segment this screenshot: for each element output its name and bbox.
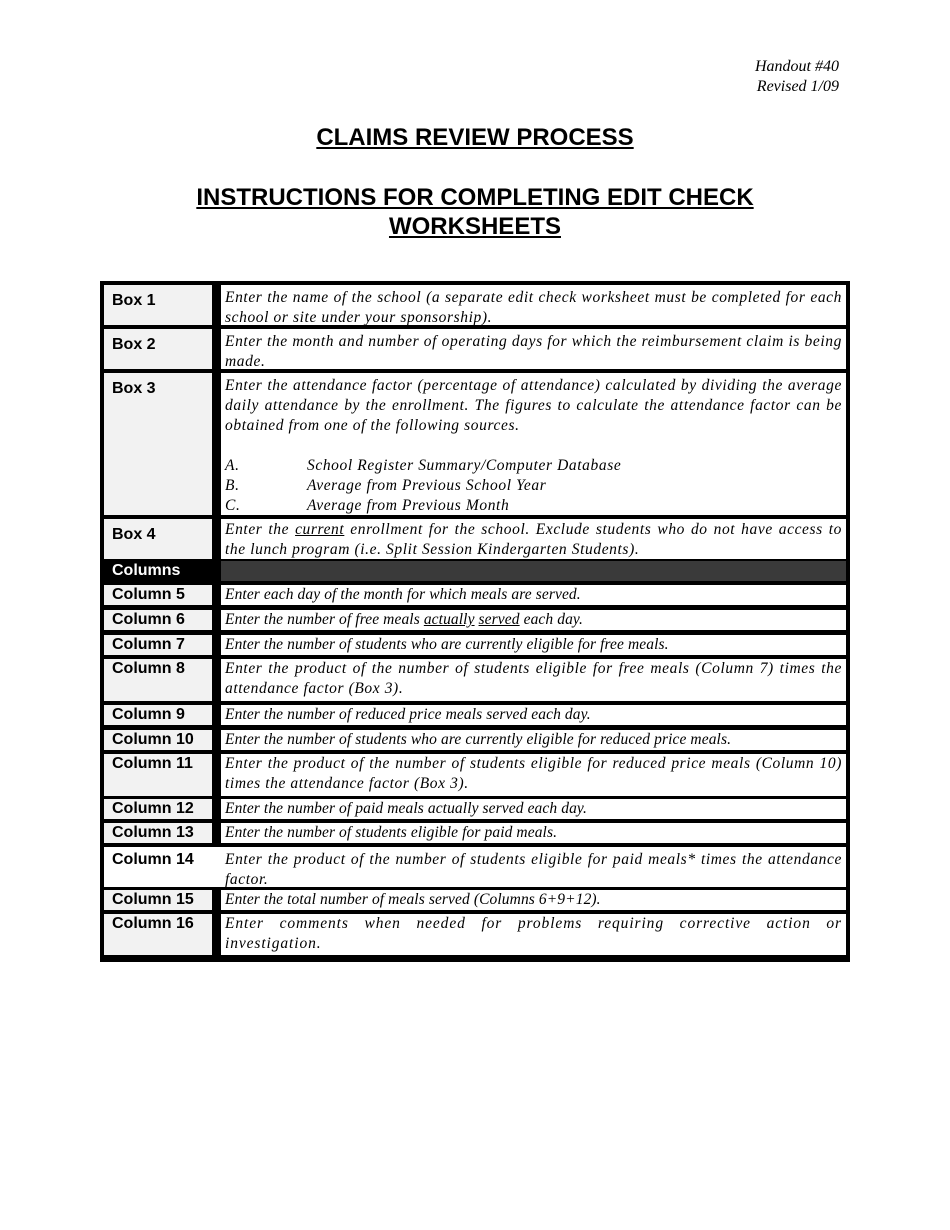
- row-text-column-11: Enter the product of the number of students eligible for reduced price meals (Column 10) times the attendance factor (Box 3).: [221, 754, 846, 796]
- row-label-box-3: Box 3: [104, 373, 212, 515]
- row-text-column-10: Enter the number of students who are currently eligible for reduced price meals.: [221, 730, 846, 750]
- subtitle-line-2: WORKSHEETS: [388, 213, 561, 240]
- columns-header-bar: [221, 561, 846, 581]
- list-item: C. Average from Previous Month: [225, 497, 510, 514]
- source-list: [225, 456, 842, 516]
- list-item: B. Average from Previous School Year: [225, 477, 547, 494]
- row-text-column-15: Enter the total number of meals served (Columns 6+9+12).: [221, 890, 846, 910]
- row-label-column-12: Column 12: [104, 799, 212, 819]
- row-label-column-14: Column 14: [104, 847, 214, 887]
- handout-number: Handout #40: [755, 58, 839, 75]
- row-label-column-6: Column 6: [104, 610, 212, 630]
- subtitle-line-1: INSTRUCTIONS FOR COMPLETING EDIT CHECK: [196, 184, 754, 211]
- row-text-box-3: [221, 373, 846, 515]
- row-text-column-14: Enter the product of the number of students eligible for paid meals* times the attendance factor.: [214, 847, 846, 887]
- revision-date: Revised 1/09: [756, 78, 839, 95]
- row-text-column-5: Enter each day of the month for which meals are served.: [221, 585, 846, 605]
- page-subtitle: [0, 183, 950, 241]
- row-text-column-13: Enter the number of students eligible for paid meals.: [221, 823, 846, 843]
- row-text-column-12: Enter the number of paid meals actually served each day.: [221, 799, 846, 819]
- row-label-column-15: Column 15: [104, 890, 212, 910]
- row-label-column-8: Column 8: [104, 659, 212, 701]
- row-label-column-9: Column 9: [104, 705, 212, 725]
- row-label-column-13: Column 13: [104, 823, 212, 843]
- list-item: A. School Register Summary/Computer Database: [225, 457, 622, 474]
- box-3-description: Enter the attendance factor (percentage of attendance) calculated by dividing the average daily attendance by the enrollment. The figures to calculate the attendance factor can be obtained from one of the following sources.: [225, 377, 842, 434]
- row-label-box-1: Box 1: [104, 285, 212, 325]
- row-text-column-16: Enter comments when needed for problems requiring corrective action or investigation.: [221, 914, 846, 955]
- row-text-column-9: Enter the number of reduced price meals served each day.: [221, 705, 846, 725]
- row-label-column-5: Column 5: [104, 585, 212, 605]
- row-label-column-11: Column 11: [104, 754, 212, 796]
- row-label-column-10: Column 10: [104, 730, 212, 750]
- row-text-column-7: Enter the number of students who are currently eligible for free meals.: [221, 635, 846, 655]
- row-label-column-7: Column 7: [104, 635, 212, 655]
- page-title: CLAIMS REVIEW PROCESS: [316, 124, 634, 151]
- row-label-box-2: Box 2: [104, 329, 212, 369]
- row-text-box-1: Enter the name of the school (a separate edit check worksheet must be completed for each school or site under your sponsorship).: [221, 285, 846, 325]
- row-text-column-6: Enter the number of free meals actually served each day.: [221, 610, 846, 630]
- row-text-column-8: Enter the product of the number of students eligible for free meals (Column 7) times the attendance factor (Box 3).: [221, 659, 846, 701]
- row-label-box-4: Box 4: [104, 519, 212, 559]
- columns-section-header: Columns: [104, 561, 212, 581]
- row-text-box-4: Enter the current enrollment for the school. Exclude students who do not have access to the lunch program (i.e. Split Session Kindergarten Students).: [221, 519, 846, 559]
- row-text-box-2: Enter the month and number of operating days for which the reimbursement claim is being made.: [221, 329, 846, 369]
- row-label-column-16: Column 16: [104, 914, 212, 955]
- handout-note: [755, 57, 839, 97]
